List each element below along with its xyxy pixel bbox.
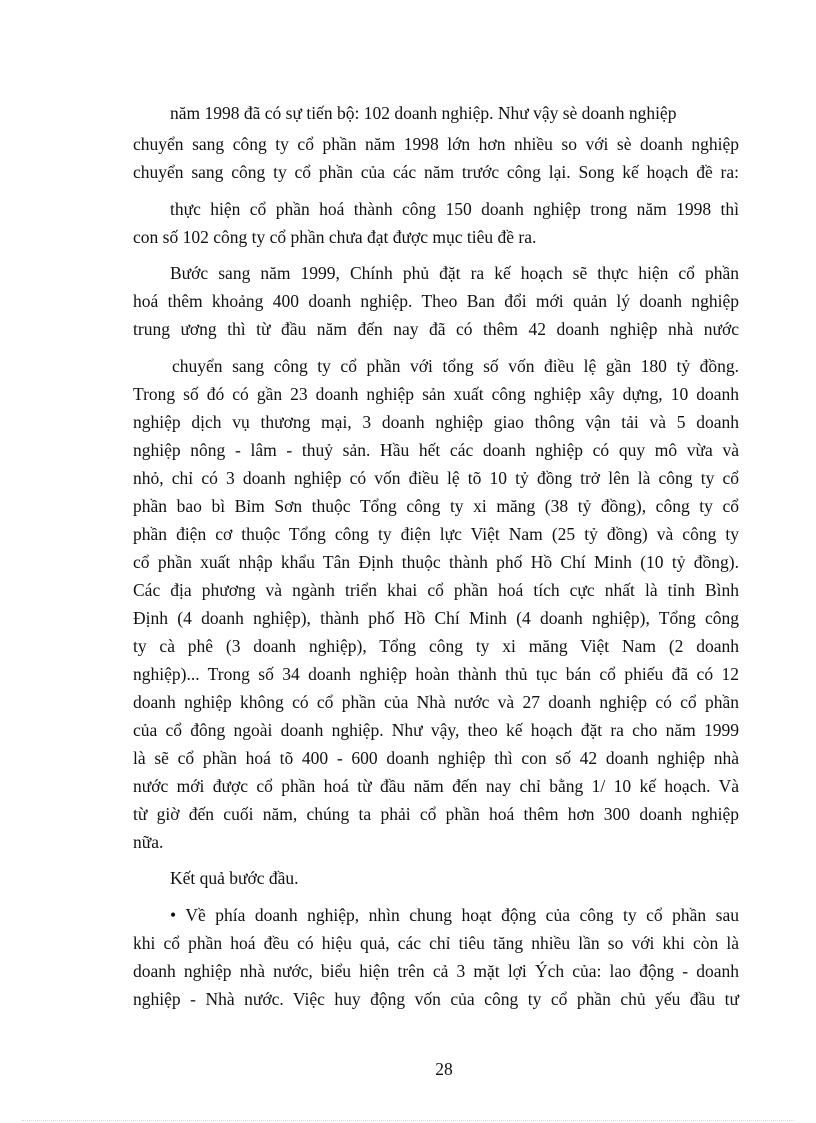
- text-line: là sẽ cổ phần hoá tõ 400 - 600 doanh nghiệp thì con số 42 doanh nghiệp nhà: [133, 748, 739, 768]
- text-line: Định (4 doanh nghiệp), thành phố Hồ Chí Minh (4 doanh nghiệp), Tổng công: [133, 608, 739, 628]
- text-line: doanh nghiệp không có cổ phần của Nhà nước và 27 doanh nghiệp có cổ phần: [133, 692, 739, 712]
- text-line: của cổ đông ngoài doanh nghiệp. Như vậy, theo kế hoạch đặt ra cho năm 1999: [133, 720, 739, 740]
- text-line: nhỏ, chỉ có 3 doanh nghiệp có vốn điều lệ tõ 10 tỷ đồng trở lên là công ty cổ: [133, 468, 739, 488]
- text-line: năm 1998 đã có sự tiến bộ: 102 doanh nghiệp. Như vậy sè doanh nghiệp: [170, 103, 677, 123]
- text-line: từ giờ đến cuối năm, chúng ta phải cổ phần hoá thêm hơn 300 doanh nghiệp: [133, 804, 739, 824]
- text-line: con số 102 công ty cổ phần chưa đạt được mục tiêu đề ra.: [133, 227, 537, 247]
- text-line: Kết quả bước đầu.: [170, 868, 299, 888]
- text-line: khi cổ phần hoá đều có hiệu quả, các chỉ tiêu tăng nhiều lần so với khi còn là: [133, 933, 739, 953]
- page-number: 28: [435, 1059, 453, 1079]
- text-line: nghiệp)... Trong số 34 doanh nghiệp hoàn thành thủ tục bán cổ phiếu đã có 12: [133, 664, 739, 684]
- text-line: Bước sang năm 1999, Chính phủ đặt ra kế hoạch sẽ thực hiện cổ phần: [170, 263, 739, 283]
- text-line: nghiệp - Nhà nước. Việc huy động vốn của công ty cổ phần chủ yếu đầu tư: [133, 989, 739, 1009]
- text-line: Các địa phương và ngành triển khai cổ phần hoá tích cực nhất là tỉnh Bình: [133, 580, 739, 600]
- text-line: cổ phần xuất nhập khẩu Tân Định thuộc thành phố Hồ Chí Minh (10 tỷ đồng).: [133, 552, 739, 572]
- text-line: Trong số đó có gần 23 doanh nghiệp sản xuất công nghiệp xây dựng, 10 doanh: [133, 384, 739, 404]
- text-line: nghiệp dịch vụ thương mại, 3 doanh nghiệp giao thông vận tải và 5 doanh: [133, 412, 739, 432]
- text-line: doanh nghiệp nhà nước, biểu hiện trên cả 3 mặt lợi Ých của: lao động - doanh: [133, 961, 739, 981]
- text-line: trung ương thì từ đầu năm đến nay đã có thêm 42 doanh nghiệp nhà nước: [133, 319, 739, 339]
- text-line: chuyển sang công ty cổ phần năm 1998 lớn hơn nhiều so với sè doanh nghiệp: [133, 134, 739, 154]
- text-line: phần điện cơ thuộc Tổng công ty điện lực Việt Nam (25 tỷ đồng) và công ty: [133, 524, 739, 544]
- text-line: phần bao bì Bỉm Sơn thuộc Tổng công ty xi măng (38 tỷ đồng), công ty cổ: [133, 496, 739, 516]
- text-line: chuyển sang công ty cổ phần với tổng số vốn điều lệ gần 180 tỷ đồng.: [172, 356, 739, 376]
- text-line: nước mới được cổ phần hoá từ đầu năm đến nay chỉ bằng 1/ 10 kế hoạch. Và: [133, 776, 739, 796]
- text-line: chuyển sang công ty cổ phần của các năm trước công lại. Song kế hoạch đề ra:: [133, 162, 739, 182]
- text-line: hoá thêm khoảng 400 doanh nghiệp. Theo Ban đổi mới quản lý doanh nghiệp: [133, 291, 739, 311]
- text-line: nghiệp nông - lâm - thuỷ sản. Hầu hết các doanh nghiệp có quy mô vừa và: [133, 440, 739, 460]
- bullet-line: • Về phía doanh nghiệp, nhìn chung hoạt động của công ty cổ phần sau: [170, 905, 739, 925]
- text-line: thực hiện cổ phần hoá thành công 150 doanh nghiệp trong năm 1998 thì: [170, 199, 739, 219]
- text-line: ty cà phê (3 doanh nghiệp), Tổng công ty xi măng Việt Nam (2 doanh: [133, 636, 739, 656]
- text-line: nữa.: [133, 832, 164, 852]
- page-divider: [22, 1120, 794, 1121]
